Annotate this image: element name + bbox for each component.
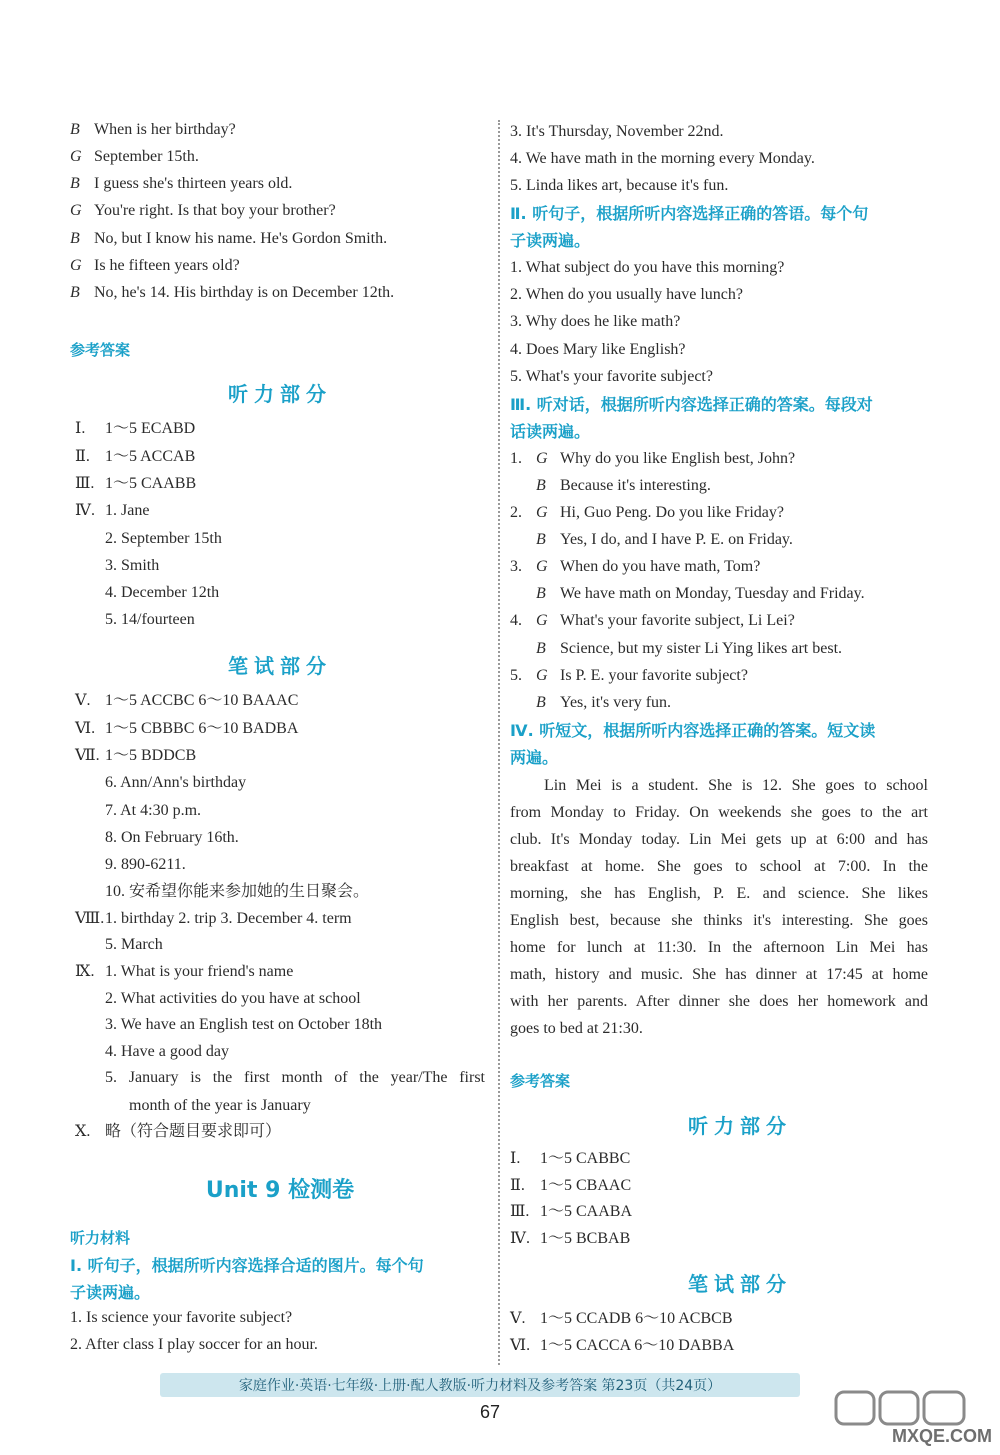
watermark-logo [830, 1390, 993, 1450]
dialogue-line: B We have math on Monday, Tuesday and Friday. [536, 585, 865, 602]
answer-line: 3. Smith [105, 557, 160, 574]
answer-line: 9. 890-6211. [105, 856, 186, 873]
answer-line: Ⅰ. 1～5 CABBC [510, 1150, 631, 1167]
answer-line: 3. We have an English test on October 18th [105, 1016, 383, 1033]
question-item: 1. What subject do you have this morning? [510, 259, 785, 276]
passage-line: Lin Mei is a student. She is 12. She goes to school [544, 777, 928, 794]
question-item: 2. When do you usually have lunch? [510, 286, 743, 303]
answer-line: Ⅴ. 1～5 ACCBC 6～10 BAAAC [75, 692, 299, 709]
answer-line: 10. 安希望你能来参加她的生日聚会。 [105, 883, 370, 900]
watermark-text: MXQE.COM [892, 1426, 993, 1446]
passage-line: breakfast at home. She goes to school at 7:00. In the [510, 858, 928, 875]
dialogue-line: G Is he fifteen years old? [70, 255, 240, 277]
answer-line: Ⅰ. 1～5 ECABD [75, 420, 196, 437]
passage-line: home for lunch at 11:30. In the afternoon Lin Mei has [510, 939, 928, 956]
section-instruction: 子读两遍。 [70, 1283, 151, 1302]
passage-line: English best, because she thinks it's interesting. She goes [510, 912, 928, 929]
question-item: 5. Linda likes art, because it's fun. [510, 177, 729, 194]
answer-line: Ⅱ. 1～5 ACCAB [75, 448, 196, 465]
answer-line: 2. What activities do you have at school [105, 990, 361, 1007]
answer-line: Ⅳ. 1～5 BCBAB [510, 1230, 631, 1247]
answer-line: 8. On February 16th. [105, 829, 239, 846]
unit-title: Unit 9 检测卷 [205, 1178, 355, 1203]
dialogue-line: B I guess she's thirteen years old. [70, 173, 292, 195]
answer-line: Ⅷ.1. birthday 2. trip 3. December 4. term [75, 910, 352, 927]
listening-passage [510, 772, 928, 1042]
speaker-label: B [70, 284, 80, 301]
dialogue-line: 5. G Is P. E. your favorite subject? [510, 667, 748, 684]
section-instruction: Ⅰ. 听句子，根据所听内容选择合适的图片。每个句 [70, 1256, 424, 1275]
dialogue-line: G You're right. Is that boy your brother? [70, 200, 336, 222]
listening-materials-label: 听力材料 [70, 1229, 131, 1247]
passage-line: club. It's Monday today. Lin Mei gets up at 6:00 and has [510, 831, 928, 848]
dialogue-line: G September 15th. [70, 146, 199, 168]
dialogue-line: 4. G What's your favorite subject, Li Lei? [510, 612, 795, 629]
writing-section-heading: 笔试部分 [688, 1272, 792, 1296]
section-instruction: Ⅲ. 听对话，根据所听内容选择正确的答案。每段对 [510, 395, 873, 414]
passage-line: goes to bed at 21:30. [510, 1020, 643, 1037]
answer-line: 4. Have a good day [105, 1043, 229, 1060]
speaker-label: G [70, 257, 82, 274]
passage-line: math, history and music. She has dinner at 17:45 at home [510, 966, 928, 983]
section-instruction: 话读两遍。 [510, 422, 591, 441]
speaker-label: G [70, 148, 82, 165]
question-item: 4. We have math in the morning every Monday. [510, 150, 815, 167]
question-item: 4. Does Mary like English? [510, 341, 686, 358]
passage-line: from Monday to Friday. On weekends she goes to the art [510, 804, 928, 821]
listening-section-heading: 听力部分 [688, 1114, 792, 1138]
speaker-label: B [70, 230, 80, 247]
dialogue-line: B When is her birthday? [70, 119, 236, 141]
answer-line: Ⅴ. 1～5 CCADB 6～10 ACBCB [510, 1310, 733, 1327]
listening-section-heading: 听力部分 [228, 382, 332, 406]
dialogue-line: B No, he's 14. His birthday is on December 12th. [70, 282, 394, 304]
dialogue-line: 3. G When do you have math, Tom? [510, 558, 761, 575]
passage-line: with her parents. After dinner she does her homework and [510, 993, 928, 1010]
question-item: 2. After class I play soccer for an hour. [70, 1336, 318, 1353]
section-instruction: Ⅳ. 听短文，根据所听内容选择正确的答案。短文读 [510, 721, 876, 740]
dialogue-line: B No, but I know his name. He's Gordon Smith. [70, 228, 387, 250]
question-item: 5. What's your favorite subject? [510, 368, 713, 385]
dialogue-line: B Science, but my sister Li Ying likes art best. [536, 640, 843, 657]
question-item: 3. It's Thursday, November 22nd. [510, 123, 724, 140]
answer-line: 5. March [105, 936, 163, 953]
reference-answers-label: 参考答案 [510, 1072, 571, 1090]
answer-line: Ⅲ. 1～5 CAABA [510, 1203, 633, 1220]
question-item: 1. Is science your favorite subject? [70, 1309, 293, 1326]
answer-line: 2. September 15th [105, 530, 222, 547]
speaker-label: B [70, 175, 80, 192]
dialogue-line: B Yes, it's very fun. [536, 694, 672, 711]
answer-line: 6. Ann/Ann's birthday [105, 774, 247, 791]
dialogue-line: 2. G Hi, Guo Peng. Do you like Friday? [510, 504, 784, 521]
dialogue-line: B Because it's interesting. [536, 477, 711, 494]
question-item: 3. Why does he like math? [510, 313, 681, 330]
section-instruction: Ⅱ. 听句子，根据所听内容选择正确的答语。每个句 [510, 204, 869, 223]
answer-line: Ⅶ. 1～5 BDDCB [75, 747, 197, 764]
writing-section-heading: 笔试部分 [228, 654, 332, 678]
answer-line: 7. At 4:30 p.m. [105, 802, 202, 819]
answer-line: 4. December 12th [105, 584, 220, 601]
speaker-label: G [70, 202, 82, 219]
answer-line: Ⅹ. 略（符合题目要求即可） [75, 1123, 282, 1140]
answer-line: Ⅱ. 1～5 CBAAC [510, 1177, 632, 1194]
page-number: 67 [480, 1402, 501, 1422]
column-divider [498, 120, 500, 1365]
answer-line: Ⅵ. 1～5 CBBBC 6～10 BADBA [75, 720, 299, 737]
answer-line: Ⅲ. 1～5 CAABB [75, 475, 197, 492]
reference-answers-label: 参考答案 [70, 341, 131, 359]
footer-text: 家庭作业·英语·七年级·上册·配人教版·听力材料及参考答案 第23页（共24页） [238, 1378, 722, 1394]
answer-line: Ⅸ. 1. What is your friend's name [75, 963, 294, 980]
answer-line: Ⅳ. 1. Jane [75, 502, 150, 519]
section-instruction: 两遍。 [510, 748, 559, 767]
dialogue-line: 1. G Why do you like English best, John? [510, 450, 796, 467]
speaker-label: B [70, 121, 80, 138]
passage-line: morning, she has English, P. E. and science. She likes [510, 885, 928, 902]
section-instruction: 子读两遍。 [510, 231, 591, 250]
dialogue-line: B Yes, I do, and I have P. E. on Friday. [536, 531, 793, 548]
answer-line: month of the year is January [129, 1097, 311, 1114]
answer-line: 5. January is the first month of the year/The first [105, 1069, 485, 1086]
answer-line: 5. 14/fourteen [105, 611, 195, 628]
answer-line: Ⅵ. 1～5 CACCA 6～10 DABBA [510, 1337, 735, 1354]
